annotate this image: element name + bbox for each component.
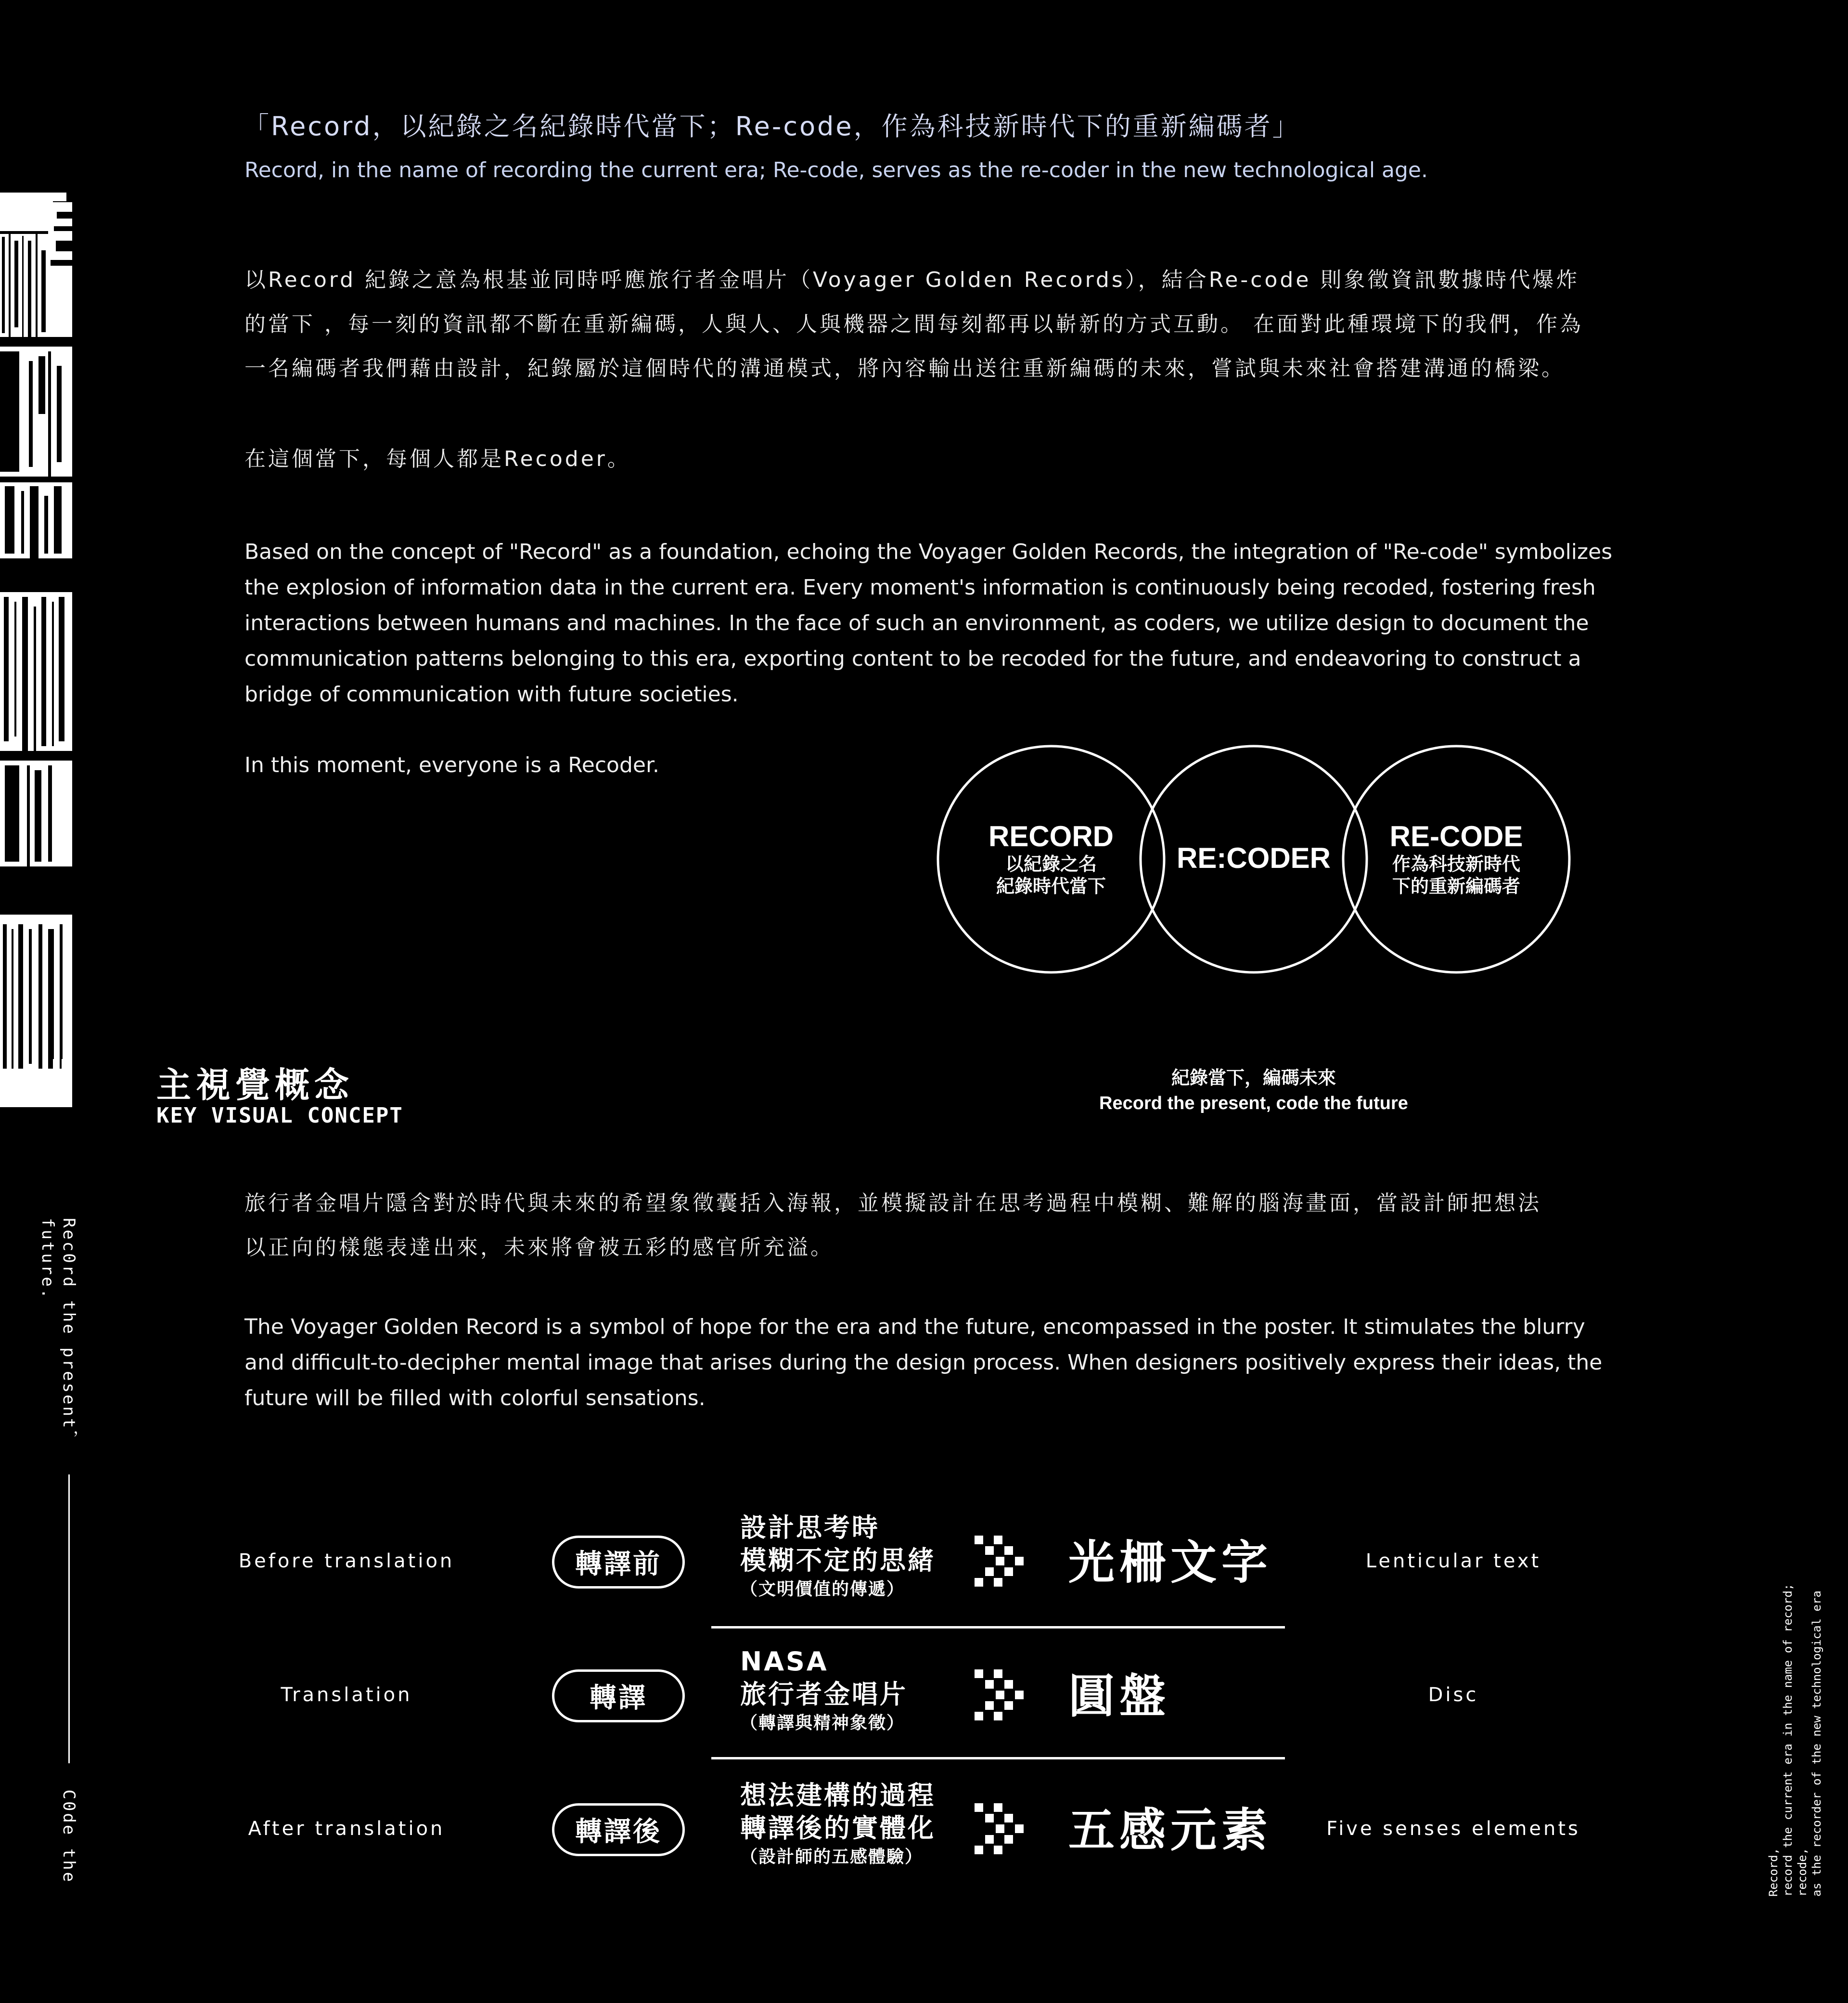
row-pill: 轉譯後: [552, 1803, 685, 1856]
row-mid-big1: 設計思考時: [740, 1512, 880, 1543]
row-mid-small: （轉譯與精神象徵）: [740, 1713, 905, 1733]
row-mid-big1: NASA: [740, 1646, 829, 1677]
row-middle-text: [740, 1645, 990, 1736]
double-chevron-icon: [975, 1803, 1032, 1856]
row-mid-small: （設計師的五感體驗）: [740, 1847, 924, 1867]
intro-en-line: interactions between humans and machines. In the face of such an environment, as coders, we utilize design to document the: [244, 611, 1589, 635]
venn-caption: [1049, 1066, 1458, 1116]
kv-en-line: and difficult-to-decipher mental image that arises during the design process. When designers positively express their ideas, the: [244, 1350, 1603, 1375]
row-result: 光柵文字: [1068, 1536, 1272, 1589]
intro-zh-line: 以Record 紀錄之意為根基並同時呼應旅行者金唱片（Voyager Golden Records），結合Re-code 則象徵資訊數據時代爆炸: [244, 268, 1580, 292]
kv-zh-line: 旅行者金唱片隱含對於時代與未來的希望象徵囊括入海報，並模擬設計在思考過程中模糊、難解的腦海畫面，當設計師把想法: [244, 1191, 1541, 1215]
row-right-label: Lenticular text: [1365, 1550, 1541, 1572]
translation-row-after: [231, 1774, 1627, 1900]
venn-left-sub1: 以紀錄之名: [1005, 854, 1097, 875]
venn-left-title: RECORD: [988, 820, 1114, 853]
row-mid-big2: 模糊不定的思緒: [740, 1545, 936, 1576]
side-right-line4: as the recorder of the new technological era: [1810, 1590, 1823, 1897]
glitch-pattern-strip: [0, 0, 77, 1107]
kv-zh-line: 以正向的樣態表達出來，未來將會被五彩的感官所充溢。: [244, 1235, 834, 1260]
quote-chinese: 「Record，以紀錄之名紀錄時代當下；Re-code，作為科技新時代下的重新編碼者」: [243, 111, 1300, 142]
intro-zh-line: 的當下 ，每一刻的資訊都不斷在重新編碼，人與人、人與機器之間每刻都再以嶄新的方式互動。 在面對此種環境下的我們，作為: [244, 312, 1583, 336]
row-mid-big2: 轉譯後的實體化: [740, 1813, 936, 1843]
intro-chinese: [244, 258, 1650, 391]
side-right-line2: record the current era in the name of record;: [1781, 1583, 1795, 1897]
row-left-label: Translation: [281, 1684, 412, 1706]
translation-row-before: [231, 1507, 1627, 1632]
table-divider: [711, 1626, 1285, 1628]
row-result: 五感元素: [1068, 1803, 1272, 1857]
side-left-bottom: C0de the future.: [38, 1218, 78, 1884]
venn-right-sub1: 作為科技新時代: [1392, 854, 1521, 875]
row-right-label: Disc: [1428, 1684, 1479, 1706]
venn-center-title: RE:CODER: [1176, 842, 1331, 874]
side-right-line3: recode,: [1796, 1848, 1809, 1897]
side-text-right: [1766, 1078, 1823, 1897]
row-left-label: Before translation: [238, 1550, 455, 1572]
intro-en-line: Based on the concept of "Record" as a foundation, echoing the Voyager Golden Records, the integration of "Re-code" symbolizes: [244, 540, 1613, 564]
intro-en-recoder: In this moment, everyone is a Recoder.: [244, 753, 660, 777]
quote-english: Record, in the name of recording the current era; Re-code, serves as the re-coder in the new technological age.: [244, 158, 1428, 182]
key-visual-english: [244, 1309, 1650, 1416]
row-result: 圓盤: [1068, 1669, 1170, 1723]
venn-caption-zh: 紀錄當下，編碼未來: [1171, 1068, 1336, 1088]
row-middle-text: [740, 1512, 990, 1602]
venn-caption-en: Record the present, code the future: [1099, 1093, 1408, 1113]
double-chevron-icon: [975, 1536, 1032, 1589]
row-mid-big1: 想法建構的過程: [740, 1780, 936, 1810]
intro-en-line: the explosion of information data in the current era. Every moment's information is continuously being recoded, fostering fresh: [244, 575, 1596, 600]
intro-english: [244, 534, 1650, 712]
kv-en-line: future will be filled with colorful sensations.: [244, 1386, 706, 1410]
intro-en-line: bridge of communication with future societies.: [244, 682, 739, 707]
row-right-label: Five senses elements: [1326, 1818, 1580, 1840]
side-right-line1: Record,: [1767, 1848, 1780, 1897]
intro-zh-line: 一名編碼者我們藉由設計，紀錄屬於這個時代的溝通模式，將內容輸出送往重新編碼的未來，嘗試與未來社會搭建溝通的橋梁。: [244, 356, 1565, 381]
side-text-left: [38, 1218, 81, 1892]
double-chevron-icon: [975, 1669, 1032, 1722]
key-visual-chinese: [244, 1181, 1650, 1270]
intro-zh-recoder: 在這個當下，每個人都是Recoder。: [244, 447, 631, 471]
venn-diagram: [934, 741, 1574, 982]
translation-row-translation: [231, 1641, 1627, 1766]
key-visual-title: 主視覺概念: [156, 1065, 354, 1105]
side-left-top: Rec0rd the present，: [59, 1218, 78, 1448]
row-mid-small: （文明價值的傳遞）: [740, 1579, 905, 1599]
venn-right-title: RE-CODE: [1389, 820, 1523, 853]
key-visual-subtitle: KEY VISUAL CONCEPT: [156, 1103, 403, 1128]
kv-en-line: The Voyager Golden Record is a symbol of hope for the era and the future, encompassed in the poster. It stimulates the blurry: [244, 1315, 1585, 1339]
venn-right-sub2: 下的重新編碼者: [1392, 877, 1521, 897]
row-pill: 轉譯: [552, 1669, 685, 1722]
row-mid-big2: 旅行者金唱片: [740, 1679, 908, 1709]
venn-left-sub2: 紀錄時代當下: [996, 877, 1106, 897]
row-middle-text: [740, 1779, 990, 1870]
side-left-divider: [68, 1474, 70, 1763]
row-pill: 轉譯前: [552, 1536, 685, 1589]
row-left-label: After translation: [248, 1818, 445, 1840]
table-divider: [711, 1757, 1285, 1759]
intro-en-line: communication patterns belonging to this era, exporting content to be recoded for the future, and endeavoring to construct a: [244, 646, 1581, 671]
